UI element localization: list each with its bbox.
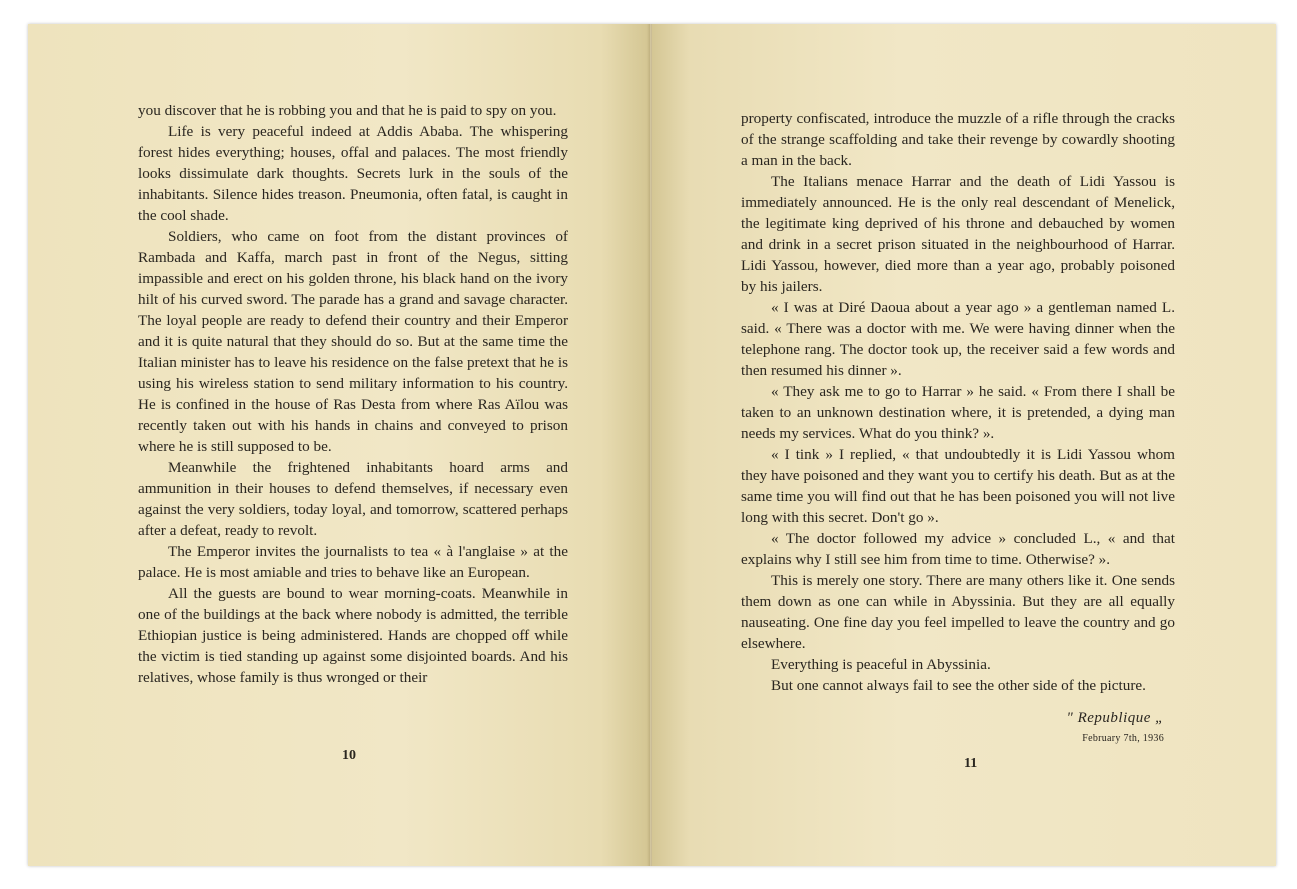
paragraph: « The doctor followed my advice » concluded L., « and that explains why I still see him from time to time. Otherwise? ». xyxy=(741,530,1175,568)
right-page-text xyxy=(741,108,1175,696)
page-number-right: 11 xyxy=(964,756,978,771)
paragraph: property confiscated, introduce the muzzle of a rifle through the cracks of the strange scaffolding and take their revenge by cowardly shooting a man in the back. xyxy=(741,110,1175,169)
paragraph: Meanwhile the frightened inhabitants hoard arms and ammunition in their houses to defend themselves, if necessary even against the very soldiers, today loyal, and tomorrow, scattered perhaps after a defeat, ready to revolt. xyxy=(138,459,568,539)
paragraph: « I was at Diré Daoua about a year ago » a gentleman named L. said. « There was a doctor with me. We were having dinner when the telephone rang. The doctor took up, the receiver said a few words and then resumed his dinner ». xyxy=(741,299,1175,379)
paragraph: The Italians menace Harrar and the death of Lidi Yassou is immediately announced. He is the only real descendant of Menelick, the legitimate king deprived of his throne and debauched by women and drink in a secret prison situated in the neighbourhood of Harrar. Lidi Yassou, however, died more than a year ago, probably poisoned by his jailers. xyxy=(741,173,1175,295)
paragraph: All the guests are bound to wear morning-coats. Meanwhile in one of the buildings at the back where nobody is admitted, the terrible Ethiopian justice is being administered. Hands are chopped off while the victim is tied standing up against some disjointed boards. And his relatives, whose family is thus wronged or their xyxy=(138,585,568,686)
paragraph: Soldiers, who came on foot from the distant provinces of Rambada and Kaffa, march past in front of the Negus, sitting impassible and erect on his golden throne, his black hand on the ivory hilt of his curved sword. The parade has a grand and savage character. The loyal people are ready to defend their country and their Emperor and it is quite natural that they should do so. But at the same time the Italian minister has to leave his residence on the false pretext that he is using his wireless station to send military information to his country. He is confined in the house of Ras Desta from where Ras Aïlou was recently taken out with his hands in chains and conveyed to prison where he is still supposed to be. xyxy=(138,228,568,455)
paragraph: The Emperor invites the journalists to tea « à l'anglaise » at the palace. He is most amiable and tries to behave like an European. xyxy=(138,543,568,581)
signature-date: February 7th, 1936 xyxy=(1082,733,1164,744)
paragraph: « They ask me to go to Harrar » he said. « From there I shall be taken to an unknown destination where, it is pretended, a dying man needs my services. What do you think? ». xyxy=(741,383,1175,442)
paragraph: you discover that he is robbing you and that he is paid to spy on you. xyxy=(138,102,557,119)
left-page-text xyxy=(138,100,568,688)
paragraph: But one cannot always fail to see the other side of the picture. xyxy=(771,677,1146,694)
signature-block xyxy=(1067,710,1164,744)
book-spread xyxy=(28,24,1276,866)
paragraph: This is merely one story. There are many others like it. One sends them down as one can while in Abyssinia. But they are all equally nauseating. One fine day you feel impelled to leave the country and go elsewhere. xyxy=(741,572,1175,652)
paragraph: « I tink » I replied, « that undoubtedly it is Lidi Yassou whom they have poisoned and they want you to certify his death. But as at the same time you will find out that he has been poisoned you will not live long with this secret. Don't go ». xyxy=(741,446,1175,526)
paragraph: Life is very peaceful indeed at Addis Ababa. The whispering forest hides everything; houses, offal and palaces. The most friendly looks dissimulate dark thoughts. Secrets lurk in the souls of the inhabitants. Silence hides treason. Pneumonia, often fatal, is caught in the cool shade. xyxy=(138,123,568,224)
page-number-left: 10 xyxy=(342,748,356,763)
right-page xyxy=(652,24,1276,866)
left-page xyxy=(28,24,650,866)
paragraph: Everything is peaceful in Abyssinia. xyxy=(771,656,991,673)
signature-source: " Republique „ xyxy=(1066,710,1164,726)
